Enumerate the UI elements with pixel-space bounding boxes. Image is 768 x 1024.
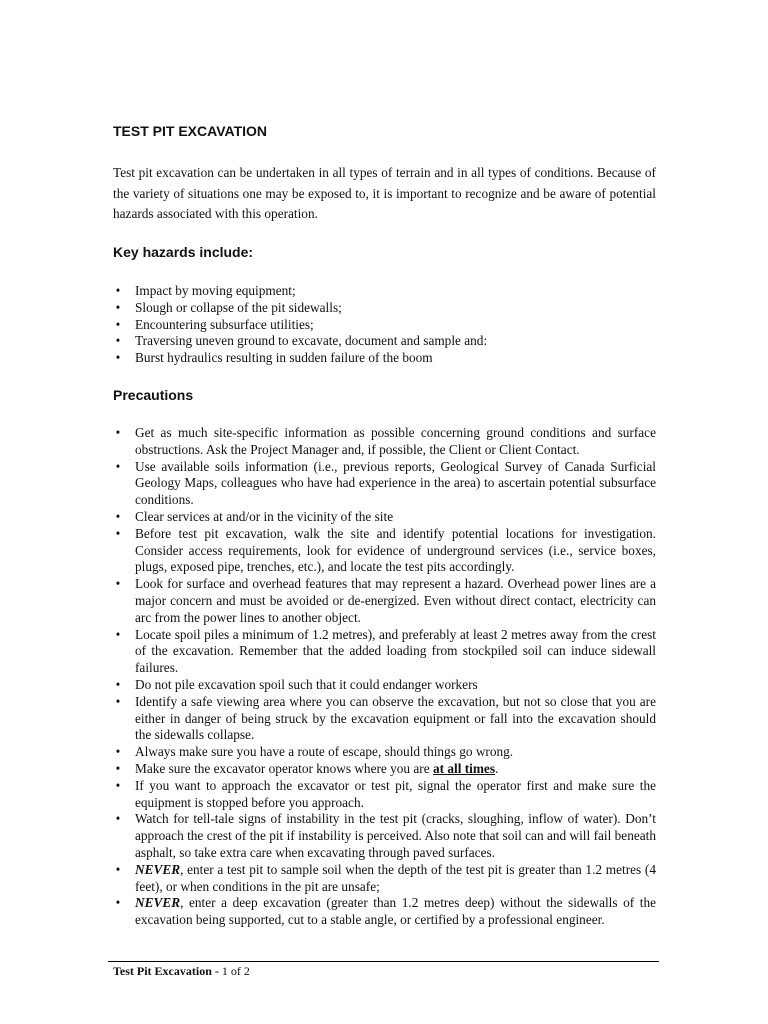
precautions-heading: Precautions: [113, 387, 194, 403]
page-footer: [113, 964, 250, 979]
hazards-heading: Key hazards include:: [113, 244, 254, 260]
bullet-icon: •: [115, 576, 121, 592]
bullet-icon: •: [115, 333, 121, 349]
bullet-icon: •: [115, 676, 121, 692]
bullet-icon: •: [115, 283, 121, 298]
list-item: • Look for surface and overhead features that may represent a hazard. Overhead power lines are a major concern and must be avoided or de-energized. Even without direct contact, electricity can arc from the power lines to another object.: [113, 576, 656, 626]
list-item: • Always make sure you have a route of escape, should things go wrong.: [113, 744, 656, 761]
emphasis-at-all-times: at all times: [432, 760, 495, 776]
bullet-icon: •: [115, 299, 121, 315]
bullet-icon: •: [115, 760, 121, 776]
page-number: 1 of 2: [218, 964, 250, 978]
footer-divider: [108, 961, 659, 962]
list-item: • If you want to approach the excavator or test pit, signal the operator first and make sure the equipment is stopped before you approach.: [113, 778, 656, 812]
bullet-icon: •: [115, 350, 121, 366]
bullet-icon: •: [115, 777, 121, 793]
bullet-icon: •: [115, 693, 121, 709]
bullet-icon: •: [115, 744, 121, 760]
precautions-list: [113, 425, 656, 929]
list-item: • Traversing uneven ground to excavate, document and sample and:: [113, 333, 656, 350]
emphasis-never: NEVER: [135, 861, 181, 877]
list-item: • Locate spoil piles a minimum of 1.2 metres), and preferably at least 2 metres away from the crest of the excavation. Remember that the added loading from stockpiled soil can induce sidewall failures.: [113, 627, 656, 677]
list-item: • Use available soils information (i.e., previous reports, Geological Survey of Canada Surficial Geology Maps, colleagues who have had experience in the area) to ascertain potential subsurface conditions.: [113, 459, 656, 509]
list-item: • Encountering subsurface utilities;: [113, 317, 656, 334]
bullet-icon: •: [115, 895, 121, 911]
list-item: • Before test pit excavation, walk the site and identify potential locations for investigation. Consider access requirements, look for evidence of underground services (i.e., service boxes, plugs, exposed pipe, trenches, etc.), and locate the test pits accordingly.: [113, 526, 656, 576]
emphasis-never: NEVER: [135, 895, 181, 911]
footer-label: Test Pit Excavation -: [113, 964, 219, 978]
list-item: • Burst hydraulics resulting in sudden failure of the boom: [113, 350, 656, 367]
list-item: • Get as much site-specific information as possible concerning ground conditions and surface obstructions. Ask the Project Manager and, if possible, the Client or Client Contact.: [113, 425, 656, 459]
bullet-icon: •: [115, 458, 121, 474]
list-item: • Slough or collapse of the pit sidewalls;: [113, 300, 656, 317]
intro-paragraph: Test pit excavation can be undertaken in all types of terrain and in all types of conditions. Because of the variety of situations one may be exposed to, it is important to recognize and be aware of potential hazards associated with this operation.: [113, 165, 656, 221]
list-item: • NEVER, enter a test pit to sample soil when the depth of the test pit is greater than 1.2 metres (4 feet), or when conditions in the pit are unsafe;: [113, 862, 656, 896]
list-item: • Make sure the excavator operator knows where you are at all times.: [113, 761, 656, 778]
list-item: • Do not pile excavation spoil such that it could endanger workers: [113, 677, 656, 694]
bullet-icon: •: [115, 425, 121, 440]
list-item: • Clear services at and/or in the vicinity of the site: [113, 509, 656, 526]
list-item: • NEVER, enter a deep excavation (greater than 1.2 metres deep) without the sidewalls of the excavation being supported, cut to a stable angle, or certified by a professional engineer.: [113, 895, 656, 929]
bullet-icon: •: [115, 861, 121, 877]
bullet-icon: •: [115, 811, 121, 827]
bullet-icon: •: [115, 508, 121, 524]
page-title: TEST PIT EXCAVATION: [113, 123, 268, 139]
list-item: • Identify a safe viewing area where you can observe the excavation, but not so close that you are either in danger of being struck by the excavation equipment or fall into the excavation should the sidewalls collapse.: [113, 694, 656, 744]
hazards-list: [113, 283, 656, 367]
list-item: • Watch for tell-tale signs of instability in the test pit (cracks, sloughing, inflow of water). Don’t approach the crest of the pit if instability is perceived. Also note that soil can and will fail beneath asphalt, so take extra care when excavating through paved surfaces.: [113, 811, 656, 861]
list-item: • Impact by moving equipment;: [113, 283, 656, 300]
bullet-icon: •: [115, 525, 121, 541]
bullet-icon: •: [115, 626, 121, 642]
bullet-icon: •: [115, 316, 121, 332]
